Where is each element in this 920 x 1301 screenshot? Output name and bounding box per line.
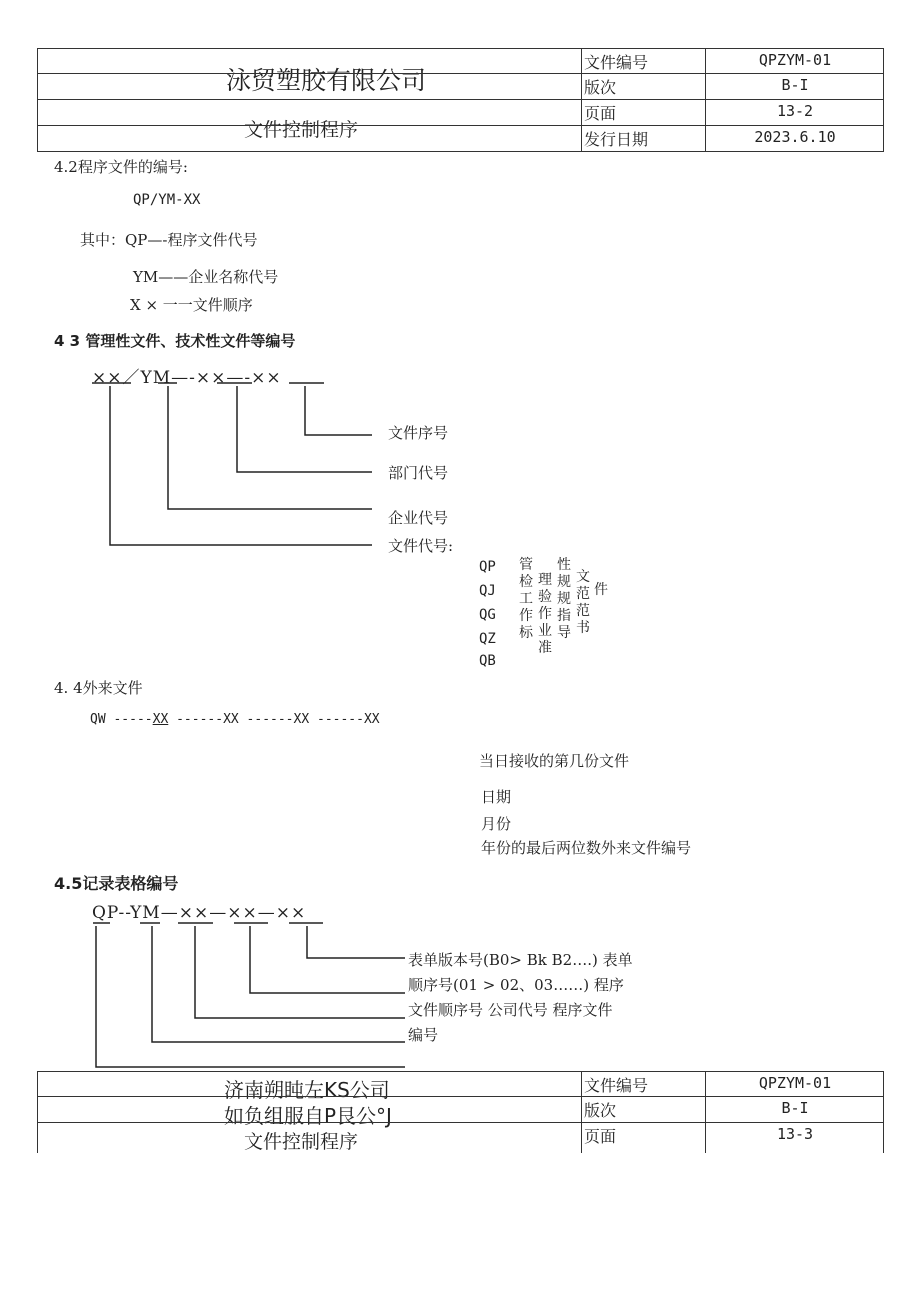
section-4-5-code [92,903,306,923]
doc-type-column: 件 [594,582,608,598]
header-row [38,1097,883,1123]
header-value: QPZYM-01 [758,1074,832,1092]
doc-title: 文件控制程序 [244,119,359,141]
company-name: 泳贸塑胶有限公司 [226,66,427,95]
header-label: 页面 [584,1127,617,1146]
header-value: QPZYM-01 [758,51,832,69]
section-4-4-desc: 日期 [481,788,512,806]
section-4-2-line: 其中：QP—-程序文件代号 [80,231,258,249]
doc-type-column: 性规规指导 [557,557,571,641]
company-name-line: 济南朔盹左KS公司 [224,1078,390,1102]
code-rest: —××—××—×× [160,903,307,923]
section-4-2-line: YM——企业名称代号 [133,268,279,286]
bracket-label: 文件序号 [388,424,449,442]
header-value: B-I [781,76,809,94]
doc-type-column: 文范范书 [576,569,590,636]
bracket-label: 企业代号 [388,509,449,527]
header-label: 文件编号 [584,53,649,72]
section-4-3-heading: 4 3 管理性文件、技术性文件等编号 [54,332,296,350]
section-4-4-desc: 当日接收的第几份文件 [479,752,630,770]
section-4-5-desc: 顺序号(01 > 02、03……) 程序 [408,976,624,994]
bracket-label: 部门代号 [388,464,449,482]
code-prefix: QW ----- [90,712,153,727]
header-col-divider [705,1072,706,1153]
section-4-2-heading: 4.2程序文件的编号: [54,158,188,176]
section-4-3-code: ××／YM—-××—-×× [92,368,282,388]
bracket-label: 文件代号: [388,537,454,555]
header-value: B-I [781,1099,809,1117]
header-value: 2023.6.10 [754,128,836,146]
header-value: 13-2 [776,102,814,120]
section-4-5-desc: 编号 [408,1026,439,1044]
header-row [38,1072,883,1097]
code-qp: QP [92,903,119,923]
code-xx: XX [152,712,169,727]
section-4-4-desc: 年份的最后两位数外来文件编号 [481,839,692,857]
section-4-4-heading: 4. 4外来文件 [54,679,143,697]
header-label: 页面 [584,104,617,123]
section-4-4-desc: 月份 [481,815,512,833]
code-dash: -- [118,903,131,923]
section-4-5-desc: 表单版本号(B0> Bk B2….) 表单 [408,951,633,969]
header-label: 文件编号 [584,1076,649,1095]
header-label: 版次 [584,1101,617,1120]
header-table-2 [37,1071,884,1153]
doc-type-column: 管检工作标 [519,557,533,641]
doc-code-qj: QJ [479,583,496,599]
section-4-5-heading: 4.5记录表格编号 [54,874,179,893]
doc-code-qp: QP [479,559,496,575]
section-4-2-line: X × 一一文件顺序 [130,296,253,314]
code-ym: YM [130,903,161,923]
section-4-2-format: QP/YM-XX [133,192,201,208]
header-value: 13-3 [776,1125,814,1143]
company-name-line: 如负组服自P艮公°J [224,1104,392,1128]
code-rest: ------XX ------XX ------XX [168,712,380,727]
doc-code-qg: QG [479,607,496,623]
header-label: 发行日期 [584,130,649,149]
section-4-4-code [90,712,380,727]
doc-code-qz: QZ [479,631,496,647]
header-row [38,1123,883,1154]
doc-code-qb: QB [479,653,496,669]
section-4-5-desc: 文件顺序号 公司代号 程序文件 [408,1001,613,1019]
doc-type-column: 理验作业准 [538,572,552,656]
doc-title: 文件控制程序 [244,1131,359,1153]
header-label: 版次 [584,78,617,97]
